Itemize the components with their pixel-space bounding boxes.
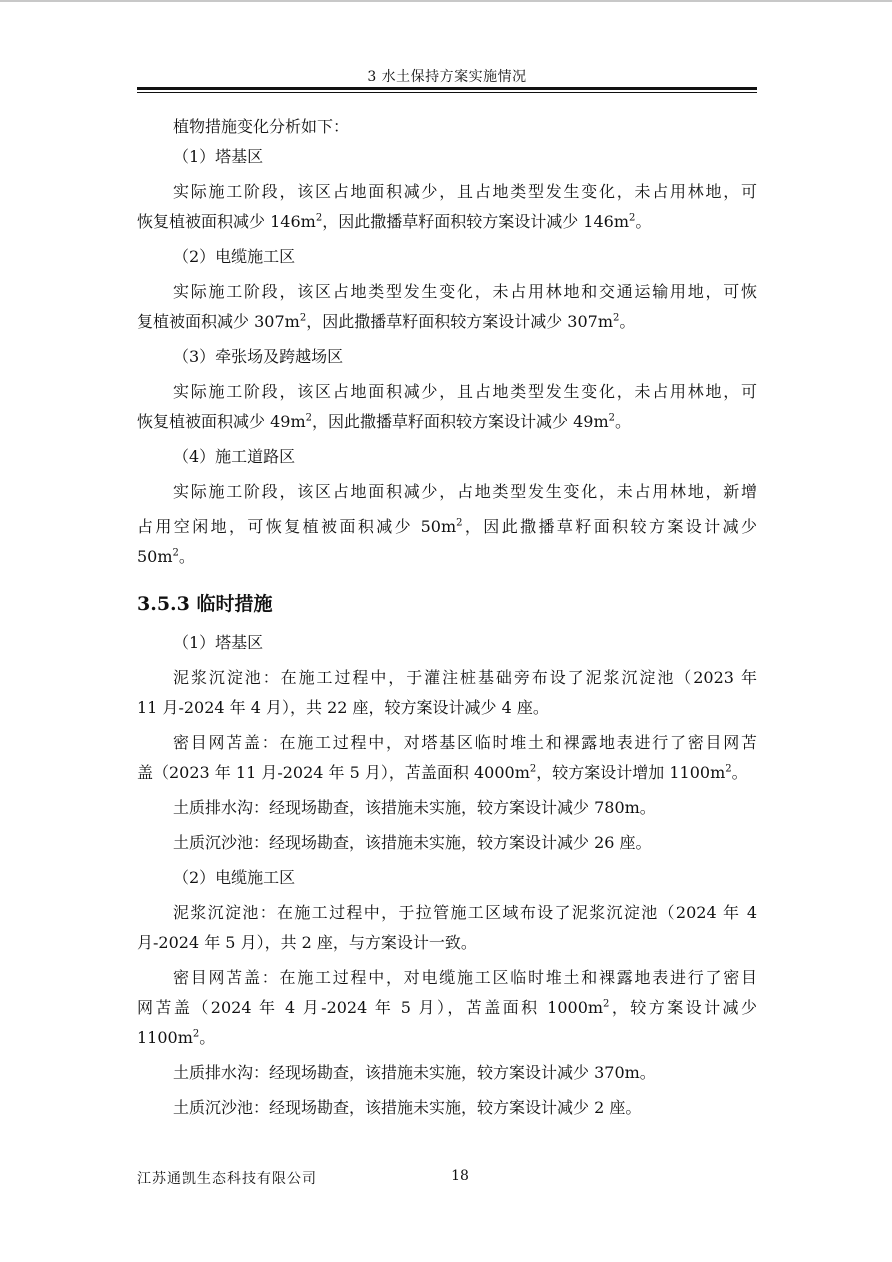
section-heading	[137, 588, 757, 620]
header-rule-thin	[137, 92, 757, 93]
temp-mesh-line2: 盖（2023 年 11 月-2024 年 5 月），苫盖面积 $4000m^2$，较方案设计增加 $1100m^2$。	[137, 763, 748, 782]
veg-tension-title: （3）牵张场及跨越场区	[173, 347, 344, 366]
temp-mud-line2: 11 月-2024 年 4 月），共 22 座，较方案设计减少 4 座。	[137, 698, 549, 717]
section-title: 临时措施	[196, 593, 273, 615]
footer-company: 江苏通凯生态科技有限公司	[137, 1171, 317, 1187]
temp-mud-line1: 泥浆沉淀池：在施工过程中，于灌注桩基础旁布设了泥浆沉淀池（2023 年	[173, 668, 757, 687]
temp-drain: 土质排水沟：经现场勘查，该措施未实施，较方案设计减少 780m。	[173, 798, 656, 817]
veg-cable-line2: 复植被面积减少 $307m^2$，因此撒播草籽面积较方案设计减少 $307m^2$。	[137, 312, 636, 331]
page-body	[137, 112, 757, 1123]
veg-tension-line1: 实际施工阶段，该区占地面积减少，且占地类型发生变化，未占用林地，可	[173, 382, 757, 401]
temp-mesh-line1: 密目网苫盖：在施工过程中，对塔基区临时堆土和裸露地表进行了密目网苫	[173, 733, 757, 752]
page-header: 3 水土保持方案实施情况	[367, 69, 527, 85]
temp-cable-mesh-line2: 网苫盖（2024 年 4 月-2024 年 5 月），苫盖面积 $1000m^2$，较方案设计减少 $1100m^2$。	[137, 998, 757, 1047]
veg-road-line1: 实际施工阶段，该区占地面积减少，占地类型发生变化，未占用林地，新增	[173, 482, 757, 501]
temp-cable-mud-line1: 泥浆沉淀池：在施工过程中，于拉管施工区域布设了泥浆沉淀池（2024 年 4	[173, 903, 757, 922]
temp-sand: 土质沉沙池：经现场勘查，该措施未实施，较方案设计减少 26 座。	[173, 833, 652, 852]
temp-cable-title: （2）电缆施工区	[173, 868, 296, 887]
veg-tension-line2: 恢复植被面积减少 $49m^2$，因此撒播草籽面积较方案设计减少 $49m^2$。	[137, 412, 632, 431]
veg-tower-line1: 实际施工阶段，该区占地面积减少，且占地类型发生变化，未占用林地，可	[173, 182, 757, 201]
temp-tower-title: （1）塔基区	[173, 633, 264, 652]
scan-top-edge	[0, 0, 892, 2]
intro-paragraph: 植物措施变化分析如下：	[173, 117, 350, 136]
page-number: 18	[451, 1168, 469, 1184]
section-number: 3.5.3	[137, 593, 190, 615]
veg-road-line2: 占用空闲地，可恢复植被面积减少 $50m^2$，因此撒播草籽面积较方案设计减少	[137, 517, 757, 536]
temp-cable-mesh-line1: 密目网苫盖：在施工过程中，对电缆施工区临时堆土和裸露地表进行了密目	[173, 968, 757, 987]
temp-cable-mud-line2: 月-2024 年 5 月），共 2 座，与方案设计一致。	[137, 933, 477, 952]
veg-road-title: （4）施工道路区	[173, 447, 296, 466]
temp-cable-sand: 土质沉沙池：经现场勘查，该措施未实施，较方案设计减少 2 座。	[173, 1098, 642, 1117]
veg-cable-title: （2）电缆施工区	[173, 247, 296, 266]
veg-tower-title: （1）塔基区	[173, 147, 264, 166]
veg-tower-line2: 恢复植被面积减少 $146m^2$，因此撒播草籽面积较方案设计减少 $146m^2$。	[137, 212, 652, 231]
header-rule-thick	[137, 87, 757, 90]
veg-cable-line1: 实际施工阶段，该区占地类型发生变化，未占用林地和交通运输用地，可恢	[173, 282, 757, 301]
temp-cable-drain: 土质排水沟：经现场勘查，该措施未实施，较方案设计减少 370m。	[173, 1063, 656, 1082]
veg-road-line3: $50m^2$。	[137, 547, 195, 566]
